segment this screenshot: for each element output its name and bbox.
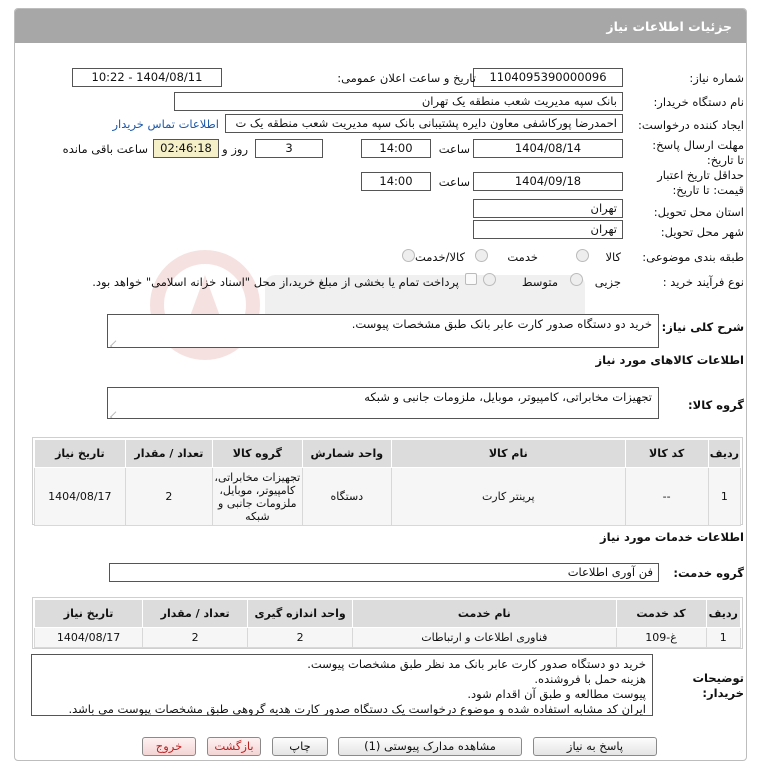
services-table	[34, 599, 741, 648]
city-label: شهر محل تحویل:	[660, 225, 744, 239]
goods-col-unit: واحد شمارش	[302, 440, 391, 468]
goods-section-title: اطلاعات کالاهای مورد نیاز	[595, 353, 744, 367]
days-field: 3	[255, 139, 323, 158]
table-row	[35, 468, 741, 526]
title-bar	[15, 9, 746, 43]
services-section-title: اطلاعات خدمات مورد نیاز	[600, 530, 744, 544]
summary-text: خرید دو دستگاه صدور کارت عابر بانک طبق مشخصات پیوست.	[351, 317, 652, 331]
city-field: تهران	[473, 220, 623, 239]
resize-handle-icon[interactable]	[110, 340, 121, 348]
buyer-notes-label: توضیحات خریدار:	[692, 671, 744, 700]
category-option-service: خدمت	[507, 250, 538, 264]
creator-field: احمدرضا پورکاشفی معاون دایره پشتیبانی بانک سپه مدیریت شعب منطقه یک ت	[225, 114, 623, 133]
services-cell-unit: 2	[248, 628, 353, 648]
view-attachments-button[interactable]: مشاهده مدارک پیوستی (1)	[338, 737, 522, 756]
creator-label: ایجاد کننده درخواست:	[638, 118, 744, 132]
goods-group-label: گروه کالا:	[688, 398, 744, 412]
goods-cell-qty: 2	[125, 468, 212, 526]
category-goods-radio[interactable]	[576, 249, 589, 262]
process-label: نوع فرآیند خرید :	[662, 275, 744, 289]
category-option-goods: کالا	[605, 250, 621, 264]
services-cell-date: 1404/08/17	[35, 628, 143, 648]
services-cell-code: غ-109	[616, 628, 706, 648]
services-col-unit: واحد اندازه گیری	[248, 600, 353, 628]
exit-button[interactable]: خروج	[142, 737, 196, 756]
goods-col-date: تاریخ نیاز	[35, 440, 126, 468]
treasury-payment-checkbox[interactable]	[465, 273, 477, 285]
deadline-time-field: 14:00	[361, 139, 431, 158]
back-button[interactable]: بازگشت	[207, 737, 261, 756]
services-cell-name: فناوری اطلاعات و ارتباطات	[353, 628, 616, 648]
summary-textarea	[107, 314, 659, 348]
services-col-code: کد خدمت	[616, 600, 706, 628]
summary-label: شرح کلی نیاز:	[661, 320, 744, 334]
table-row	[35, 628, 741, 648]
announce-field: 1404/08/11 - 10:22	[72, 68, 222, 87]
goods-group-textarea	[107, 387, 659, 419]
reply-button[interactable]: پاسخ به نیاز	[533, 737, 657, 756]
goods-col-code: کد کالا	[625, 440, 708, 468]
services-cell-row: 1	[706, 628, 741, 648]
buyer-org-label: نام دستگاه خریدار:	[653, 95, 744, 109]
buyer-notes-line: پیوست مطالعه و طبق آن اقدام شود.	[467, 687, 646, 701]
category-both-radio[interactable]	[402, 249, 415, 262]
buyer-org-field: بانک سپه مدیریت شعب منطقه یک تهران	[174, 92, 623, 111]
province-label: استان محل تحویل:	[653, 205, 744, 219]
services-col-row: ردیف	[706, 600, 741, 628]
print-button[interactable]: چاپ	[272, 737, 328, 756]
validity-label: حداقل تاریخ اعتبار قیمت: تا تاریخ:	[657, 168, 744, 197]
deadline-time-label: ساعت	[438, 142, 470, 156]
process-medium-radio[interactable]	[483, 273, 496, 286]
process-option-minor: جزیی	[594, 275, 621, 289]
resize-handle-icon[interactable]	[110, 411, 121, 419]
category-option-both: کالا/خدمت	[414, 250, 465, 264]
goods-col-group: گروه کالا	[213, 440, 302, 468]
goods-cell-code: --	[625, 468, 708, 526]
category-label: طبقه بندی موضوعی:	[642, 250, 744, 264]
goods-cell-date: 1404/08/17	[35, 468, 126, 526]
page-title: جزئیات اطلاعات نیاز	[606, 19, 732, 34]
category-service-radio[interactable]	[475, 249, 488, 262]
buyer-notes-line: ایران کد مشابه استفاده شده و موضوع درخواست یک دستگاه صدور کارت هدیه گروهی طبق مشخصات پیوست می باشد.	[68, 702, 646, 716]
buyer-notes-line: هزینه حمل با فروشنده.	[534, 672, 646, 686]
goods-col-qty: تعداد / مقدار	[125, 440, 212, 468]
deadline-date-field: 1404/08/14	[473, 139, 623, 158]
goods-group-text: تجهیزات مخابراتی، کامپیوتر، موبایل، ملزومات جانبی و شبکه	[364, 390, 652, 404]
validity-time-field: 14:00	[361, 172, 431, 191]
process-minor-radio[interactable]	[570, 273, 583, 286]
goods-col-name: نام کالا	[392, 440, 626, 468]
services-group-field: فن آوری اطلاعات	[109, 563, 659, 582]
goods-cell-row: 1	[708, 468, 740, 526]
deadline-label: مهلت ارسال پاسخ: تا تاریخ:	[652, 138, 744, 167]
announce-label: تاریخ و ساعت اعلان عمومی:	[337, 71, 476, 85]
buyer-notes-textarea	[31, 654, 653, 716]
buyer-contact-link[interactable]: اطلاعات تماس خریدار	[112, 117, 219, 131]
need-number-label: شماره نیاز:	[689, 71, 744, 85]
goods-cell-group: تجهیزات مخابراتی، کامپیوتر، موبایل، ملزومات جانبی و شبکه	[213, 468, 302, 526]
days-label: روز و	[222, 142, 248, 156]
province-field: تهران	[473, 199, 623, 218]
treasury-payment-note: پرداخت تمام یا بخشی از مبلغ خرید،از محل "اسناد خزانه اسلامی" خواهد بود.	[92, 275, 459, 289]
goods-cell-unit: دستگاه	[302, 468, 391, 526]
need-number-field: 1104095390000096	[473, 68, 623, 87]
validity-date-field: 1404/09/18	[473, 172, 623, 191]
goods-cell-name: پرینتر کارت	[392, 468, 626, 526]
services-col-date: تاریخ نیاز	[35, 600, 143, 628]
process-option-medium: متوسط	[521, 275, 558, 289]
services-col-qty: تعداد / مقدار	[143, 600, 248, 628]
goods-col-row: ردیف	[708, 440, 740, 468]
remaining-time-field: 02:46:18	[153, 139, 219, 158]
services-col-name: نام خدمت	[353, 600, 616, 628]
validity-time-label: ساعت	[438, 175, 470, 189]
goods-table	[34, 439, 741, 526]
buyer-notes-line: خرید دو دستگاه صدور کارت عابر بانک مد نظر طبق مشخصات پیوست.	[307, 657, 646, 671]
services-group-label: گروه خدمت:	[673, 566, 744, 580]
services-cell-qty: 2	[143, 628, 248, 648]
remaining-label: ساعت باقی مانده	[62, 142, 148, 156]
